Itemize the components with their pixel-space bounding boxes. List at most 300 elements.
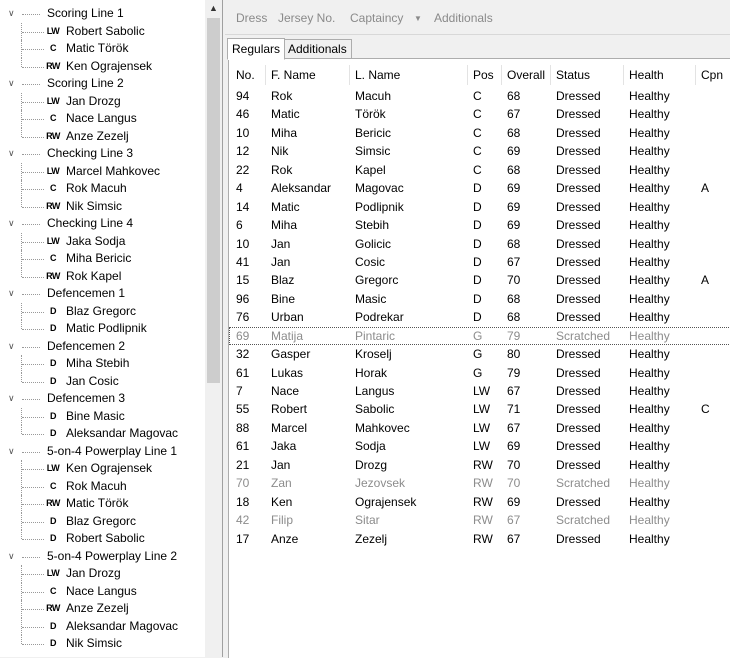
table-row[interactable] (229, 161, 730, 179)
position-badge: RW (46, 200, 60, 211)
table-row[interactable] (229, 493, 730, 511)
cell-no: 96 (236, 291, 250, 306)
cell-first-name: Ken (271, 494, 293, 509)
cell-overall: 79 (507, 328, 521, 343)
chevron-down-icon[interactable]: ∨ (8, 8, 15, 18)
cell-health: Healthy (629, 144, 670, 159)
cell-first-name: Matic (271, 107, 300, 122)
position-badge: LW (46, 95, 60, 106)
tree-connector (21, 425, 22, 434)
chevron-down-icon[interactable]: ∨ (8, 218, 15, 228)
player-name: Nace Langus (66, 583, 137, 598)
cell-last-name: Langus (355, 384, 395, 398)
cell-no: 6 (236, 218, 243, 233)
cell-status: Dressed (556, 162, 601, 177)
cell-no: 88 (236, 420, 250, 435)
table-row[interactable] (229, 364, 730, 382)
tree-connector (22, 399, 40, 400)
cell-status: Dressed (556, 144, 601, 159)
position-badge: LW (46, 235, 60, 246)
chevron-down-icon[interactable]: ▼ (414, 14, 422, 23)
chevron-down-icon[interactable]: ∨ (8, 78, 15, 88)
cell-pos: LW (473, 384, 491, 398)
cell-pos: C (473, 89, 482, 103)
cell-last-name: Simsic (355, 144, 391, 159)
cell-health: Healthy (629, 107, 670, 122)
table-row[interactable] (229, 235, 730, 253)
tree-connector (22, 539, 44, 540)
tab-regulars[interactable]: Regulars (227, 38, 285, 60)
tree-group-label: Checking Line 4 (47, 216, 134, 230)
additionals-button[interactable]: Additionals (434, 11, 493, 25)
tree-player-item[interactable] (0, 198, 205, 216)
cell-health: Healthy (629, 439, 670, 454)
cell-pos: G (473, 328, 483, 343)
position-badge: RW (46, 60, 60, 71)
cell-first-name: Matic (271, 199, 300, 214)
table-row[interactable] (229, 345, 730, 363)
cell-pos: C (473, 125, 482, 140)
cell-no: 22 (236, 162, 250, 177)
cell-last-name: Mahkovec (355, 420, 410, 435)
tree-connector (22, 487, 44, 488)
tree-player-item[interactable] (0, 565, 205, 583)
cell-overall: 67 (507, 107, 521, 122)
position-badge: D (50, 323, 56, 333)
tree-group-row[interactable] (0, 215, 205, 233)
cell-overall: 70 (507, 476, 521, 491)
cell-overall: 67 (507, 420, 521, 435)
chevron-down-icon[interactable]: ∨ (8, 288, 15, 298)
player-name: Matic Podlipnik (66, 321, 147, 335)
cell-first-name: Jan (271, 457, 291, 472)
cell-status: Dressed (556, 218, 601, 233)
chevron-down-icon[interactable]: ∨ (8, 393, 15, 403)
player-name: Miha Bericic (66, 251, 132, 265)
cell-health: Healthy (629, 89, 670, 103)
cell-health: Healthy (629, 328, 670, 343)
cell-no: 14 (236, 199, 250, 214)
tree-group-label: Scoring Line 2 (47, 76, 124, 90)
tree-player-item[interactable] (0, 425, 205, 443)
table-row[interactable] (229, 511, 730, 529)
cell-status: Dressed (556, 199, 601, 214)
scroll-up-icon[interactable]: ▲ (209, 3, 218, 13)
header-col-cpn[interactable]: Cpn (696, 65, 730, 85)
cell-first-name: Bine (271, 291, 296, 306)
position-badge: D (50, 428, 56, 438)
cell-last-name: Cosic (355, 254, 386, 269)
dress-button[interactable]: Dress (236, 11, 268, 25)
position-badge: D (50, 375, 56, 386)
table-row[interactable] (229, 253, 730, 271)
tree-player-item[interactable] (0, 23, 205, 41)
cell-health: Healthy (629, 291, 670, 306)
tree-player-item[interactable] (0, 128, 205, 146)
cell-last-name: Sodja (355, 439, 386, 454)
table-row[interactable] (229, 271, 730, 289)
cell-pos: RW (473, 457, 493, 472)
position-badge: LW (46, 463, 60, 473)
tree-group-label: Scoring Line 1 (47, 6, 124, 20)
toolbar (225, 4, 730, 34)
cell-overall: 69 (507, 144, 521, 159)
tree-player-item[interactable] (0, 408, 205, 426)
cell-overall: 68 (507, 125, 521, 140)
toolbar-divider (225, 34, 730, 35)
cell-status: Dressed (556, 107, 601, 122)
cell-overall: 79 (507, 365, 521, 380)
cell-no: 61 (236, 365, 250, 380)
cell-pos: D (473, 218, 482, 233)
tree-connector (22, 294, 40, 295)
cell-pos: RW (473, 494, 493, 509)
chevron-down-icon[interactable]: ∨ (8, 445, 15, 456)
tree-connector (22, 627, 44, 628)
chevron-down-icon[interactable]: ∨ (8, 550, 15, 561)
tree-connector (22, 469, 44, 470)
cell-pos: C (473, 144, 482, 159)
cell-status: Dressed (556, 89, 601, 103)
player-name: Rok Kapel (66, 268, 122, 283)
captaincy-button[interactable]: Captaincy (350, 11, 404, 25)
tree-connector (22, 102, 44, 103)
cell-pos: G (473, 347, 483, 362)
position-badge: D (50, 358, 56, 368)
cell-no: 18 (236, 494, 250, 509)
cell-no: 42 (236, 513, 250, 528)
tree-connector (22, 242, 44, 243)
cell-no: 10 (236, 236, 250, 251)
cell-overall: 68 (507, 89, 521, 103)
cell-status: Dressed (556, 236, 601, 251)
cell-last-name: Gregorc (355, 273, 399, 288)
tree-player-item[interactable] (0, 180, 205, 198)
cell-no: 21 (236, 457, 250, 472)
cell-last-name: Drozg (355, 457, 388, 472)
cell-health: Healthy (629, 402, 670, 417)
cell-first-name: Robert (271, 402, 308, 417)
roster-panel (225, 0, 730, 657)
cell-last-name: Stebih (355, 218, 390, 233)
header-col-last-name[interactable]: L. Name (350, 65, 468, 85)
tree-group-row[interactable] (0, 443, 205, 461)
table-row[interactable] (229, 216, 730, 234)
cell-overall: 80 (507, 347, 521, 362)
cell-overall: 70 (507, 457, 521, 472)
tree-connector (22, 259, 44, 260)
cell-pos: RW (473, 476, 493, 491)
tree-scrollbar[interactable] (205, 0, 222, 657)
table-row[interactable] (229, 530, 730, 548)
cell-no: 55 (236, 402, 250, 417)
cell-first-name: Aleksandar (271, 181, 332, 196)
tree-player-item[interactable] (0, 58, 205, 76)
scrollbar-thumb[interactable] (207, 18, 220, 383)
cell-last-name: Zezelj (355, 531, 388, 546)
cell-status: Dressed (556, 384, 601, 398)
tree-player-item[interactable] (0, 373, 205, 391)
tree-connector (22, 119, 44, 120)
tree-connector (22, 84, 40, 85)
cell-first-name: Zan (271, 476, 292, 491)
tree-connector (22, 312, 44, 313)
tree-player-item[interactable] (0, 513, 205, 531)
cell-last-name: Sabolic (355, 402, 395, 417)
table-row[interactable] (229, 474, 730, 492)
cell-last-name: Bericic (355, 125, 392, 140)
cell-health: Healthy (629, 125, 670, 140)
cell-last-name: Kapel (355, 162, 386, 177)
cell-overall: 67 (507, 254, 521, 269)
player-name: Anze Zezelj (66, 128, 129, 143)
tree-player-item[interactable] (0, 320, 205, 338)
tree-group-label: Defencemen 2 (47, 338, 126, 353)
player-name: Anze Zezelj (66, 601, 129, 615)
cell-pos: C (473, 162, 482, 177)
tree-connector (22, 364, 44, 365)
table-header (229, 65, 730, 85)
cell-last-name: Macuh (355, 89, 392, 103)
cell-overall: 69 (507, 181, 521, 196)
position-badge: LW (46, 25, 60, 36)
table-row[interactable] (229, 308, 730, 326)
tree-player-item[interactable] (0, 635, 205, 653)
player-name: Blaz Gregorc (66, 303, 137, 318)
tree-connector (22, 557, 40, 558)
cell-first-name: Filip (271, 513, 294, 528)
header-col-overall[interactable]: Overall (502, 65, 551, 85)
table-row[interactable] (229, 456, 730, 474)
cell-last-name: Ograjensek (355, 494, 417, 509)
table-row[interactable] (229, 124, 730, 142)
table-row[interactable] (229, 105, 730, 123)
tree-group-row[interactable] (0, 338, 205, 356)
cell-first-name: Matija (271, 328, 304, 343)
jersey-no-button[interactable]: Jersey No. (278, 11, 336, 25)
cell-first-name: Anze (271, 531, 299, 546)
cell-status: Dressed (556, 439, 601, 454)
cell-health: Healthy (629, 494, 670, 509)
player-name: Rok Macuh (66, 478, 127, 493)
tree-group-row[interactable] (0, 548, 205, 566)
cell-health: Healthy (629, 199, 670, 214)
cell-first-name: Urban (271, 310, 304, 325)
cell-health: Healthy (629, 365, 670, 380)
cell-status: Dressed (556, 531, 601, 546)
tree-connector (22, 347, 40, 348)
cell-status: Dressed (556, 273, 601, 288)
header-col-no[interactable]: No. (231, 65, 266, 85)
table-row[interactable] (229, 198, 730, 216)
cell-health: Healthy (629, 273, 670, 288)
tree-connector (22, 417, 44, 418)
tree-connector (22, 329, 44, 330)
chevron-down-icon[interactable]: ∨ (8, 148, 15, 158)
cell-health: Healthy (629, 384, 670, 398)
cell-pos: D (473, 236, 482, 251)
cell-first-name: Rok (271, 89, 293, 103)
tree-player-item[interactable] (0, 583, 205, 601)
cell-status: Dressed (556, 291, 601, 306)
tree-group-row[interactable] (0, 145, 205, 163)
tree-connector (22, 452, 40, 453)
table-row[interactable] (229, 437, 730, 455)
tree-connector (22, 49, 44, 50)
cell-first-name: Marcel (271, 420, 308, 435)
table-row[interactable] (229, 142, 730, 160)
tree-group-label: 5-on-4 Powerplay Line 1 (47, 443, 178, 458)
tree-connector (21, 320, 22, 329)
tree-player-item[interactable] (0, 478, 205, 496)
position-badge: D (50, 620, 56, 631)
tree-connector (22, 172, 44, 173)
cell-overall: 70 (507, 273, 521, 288)
header-col-pos[interactable]: Pos (468, 65, 502, 85)
lines-tree (0, 5, 205, 653)
cell-last-name: Horak (355, 365, 388, 380)
tree-group-row[interactable] (0, 285, 205, 303)
tree-player-item[interactable] (0, 618, 205, 636)
cell-health: Healthy (629, 162, 670, 177)
tree-connector (22, 32, 44, 33)
tree-connector (22, 154, 40, 155)
cell-pos: D (473, 291, 482, 306)
cell-status: Dressed (556, 310, 601, 325)
cell-health: Healthy (629, 181, 670, 196)
tree-group-label: Defencemen 3 (47, 391, 126, 405)
cell-last-name: Pintaric (355, 328, 396, 343)
cell-status: Dressed (556, 365, 601, 380)
tree-player-item[interactable] (0, 93, 205, 111)
chevron-down-icon[interactable]: ∨ (8, 340, 15, 351)
position-badge: C (50, 480, 56, 491)
header-col-first-name[interactable]: F. Name (266, 65, 350, 85)
tree-player-item[interactable] (0, 530, 205, 548)
cell-status: Scratched (556, 513, 611, 528)
tree-connector (21, 268, 22, 277)
tree-connector (22, 137, 44, 138)
tree-group-label: Checking Line 3 (47, 146, 134, 160)
table-row[interactable] (229, 400, 730, 418)
header-col-status[interactable]: Status (551, 65, 624, 85)
position-badge: RW (46, 130, 60, 141)
tree-connector (21, 198, 22, 207)
player-name: Robert Sabolic (66, 531, 145, 545)
player-name: Bine Masic (66, 408, 125, 423)
cell-health: Healthy (629, 476, 670, 491)
tree-group-row[interactable] (0, 5, 205, 23)
player-name: Nace Langus (66, 111, 137, 125)
player-name: Rok Macuh (66, 181, 127, 195)
table-row[interactable] (229, 179, 730, 197)
cell-overall: 69 (507, 494, 521, 509)
player-name: Nik Simsic (66, 636, 122, 650)
table-row[interactable] (229, 290, 730, 308)
cell-no: 41 (236, 254, 250, 269)
table-row[interactable] (229, 327, 730, 345)
cell-pos: D (473, 181, 482, 196)
player-name: Jaka Sodja (66, 233, 126, 248)
cell-health: Healthy (629, 420, 670, 435)
cell-no: 17 (236, 531, 250, 546)
tree-player-item[interactable] (0, 233, 205, 251)
cell-health: Healthy (629, 236, 670, 251)
cell-overall: 68 (507, 236, 521, 251)
tree-player-item[interactable] (0, 355, 205, 373)
tab-additionals[interactable]: Additionals (283, 39, 352, 59)
cell-status: Dressed (556, 402, 601, 417)
tree-connector (22, 67, 44, 68)
cell-first-name: Nace (271, 384, 300, 398)
cell-first-name: Jaka (271, 439, 297, 454)
tree-player-item[interactable] (0, 303, 205, 321)
cell-last-name: Kroselj (355, 347, 392, 362)
cell-first-name: Miha (271, 125, 298, 140)
tree-player-item[interactable] (0, 110, 205, 128)
cell-cpn: A (701, 273, 710, 288)
cell-health: Healthy (629, 310, 670, 325)
tree-group-row[interactable] (0, 75, 205, 93)
cell-health: Healthy (629, 513, 670, 528)
position-badge: RW (46, 270, 60, 281)
cell-status: Scratched (556, 328, 611, 343)
cell-overall: 67 (507, 513, 521, 528)
tree-connector (21, 373, 22, 382)
tree-player-item[interactable] (0, 163, 205, 181)
cell-no: 46 (236, 107, 250, 122)
cell-status: Dressed (556, 457, 601, 472)
tree-player-item[interactable] (0, 250, 205, 268)
cell-status: Dressed (556, 420, 601, 435)
tree-player-item[interactable] (0, 268, 205, 286)
cell-pos: RW (473, 513, 493, 528)
position-badge: RW (46, 498, 60, 508)
cell-pos: LW (473, 439, 491, 454)
cell-health: Healthy (629, 457, 670, 472)
cell-pos: D (473, 273, 482, 288)
cell-first-name: Blaz (271, 273, 295, 288)
table-row[interactable] (229, 419, 730, 437)
player-name: Blaz Gregorc (66, 513, 137, 528)
position-badge: C (50, 585, 56, 596)
cell-health: Healthy (629, 254, 670, 269)
player-name: Matic Török (66, 41, 129, 55)
cell-pos: LW (473, 420, 491, 435)
tree-player-item[interactable] (0, 600, 205, 618)
tree-connector (22, 14, 40, 15)
table-row[interactable] (229, 382, 730, 400)
tree-connector (21, 635, 22, 644)
tree-player-item[interactable] (0, 460, 205, 478)
tree-group-row[interactable] (0, 390, 205, 408)
player-name: Aleksandar Magovac (66, 618, 179, 633)
cell-last-name: Masic (355, 291, 387, 306)
player-name: Ken Ograjensek (66, 58, 153, 73)
lines-tree-panel[interactable] (0, 0, 223, 657)
position-badge: RW (46, 603, 60, 613)
header-col-health[interactable]: Health (624, 65, 696, 85)
position-badge: LW (46, 165, 60, 176)
cell-health: Healthy (629, 531, 670, 546)
table-row[interactable] (229, 87, 730, 105)
tree-player-item[interactable] (0, 495, 205, 513)
tree-player-item[interactable] (0, 40, 205, 58)
cell-no: 7 (236, 384, 243, 398)
cell-no: 4 (236, 181, 243, 196)
player-name: Ken Ograjensek (66, 461, 153, 475)
cell-overall: 69 (507, 199, 521, 214)
